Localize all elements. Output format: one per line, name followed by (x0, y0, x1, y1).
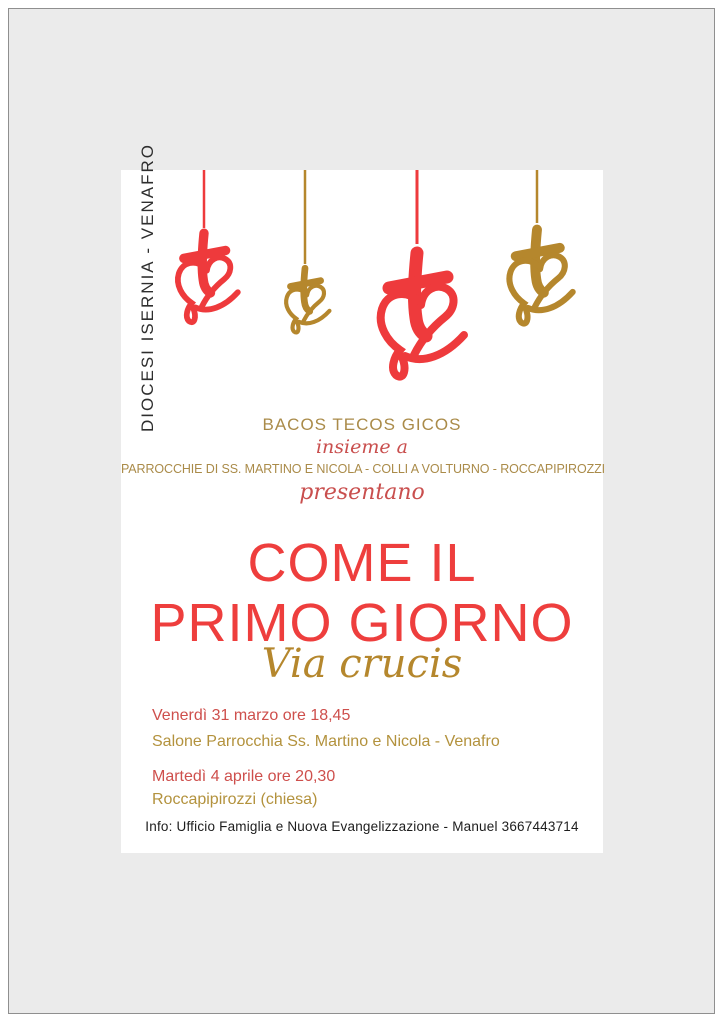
event1-datetime: Venerdì 31 marzo ore 18,45 (152, 707, 351, 724)
cross-heart-ornament-icon (509, 170, 572, 324)
event2-location: Roccapipirozzi (chiesa) (152, 791, 318, 808)
cross-heart-ornament-icon (286, 170, 329, 332)
event1-location: Salone Parrocchia Ss. Martino e Nicola - Venafro (152, 733, 500, 750)
event-poster (121, 143, 606, 853)
event2-datetime: Martedì 4 aprile ore 20,30 (152, 768, 336, 785)
present-label: presentano (299, 480, 425, 505)
together-with-label: insieme a (315, 436, 408, 458)
event-subtitle: Via crucis (261, 641, 463, 687)
contact-info-line: Info: Ufficio Famiglia e Nuova Evangelizzazione - Manuel 3667443714 (145, 819, 579, 834)
diocese-vertical-label: DIOCESI ISERNIA - VENAFRO (138, 143, 157, 432)
event-title-line1: COME IL (247, 533, 477, 593)
hanging-ornaments-graphic (121, 143, 606, 570)
cross-heart-ornament-icon (178, 170, 238, 322)
organizer-name: BACOS TECOS GICOS (262, 415, 462, 434)
parishes-line: PARROCCHIE DI SS. MARTINO E NICOLA - COLLI A VOLTURNO - ROCCAPIPIROZZI (121, 462, 606, 476)
event-title-line2: PRIMO GIORNO (150, 593, 574, 653)
gray-mat-background (8, 8, 715, 1014)
cross-heart-ornament-icon (381, 170, 464, 377)
